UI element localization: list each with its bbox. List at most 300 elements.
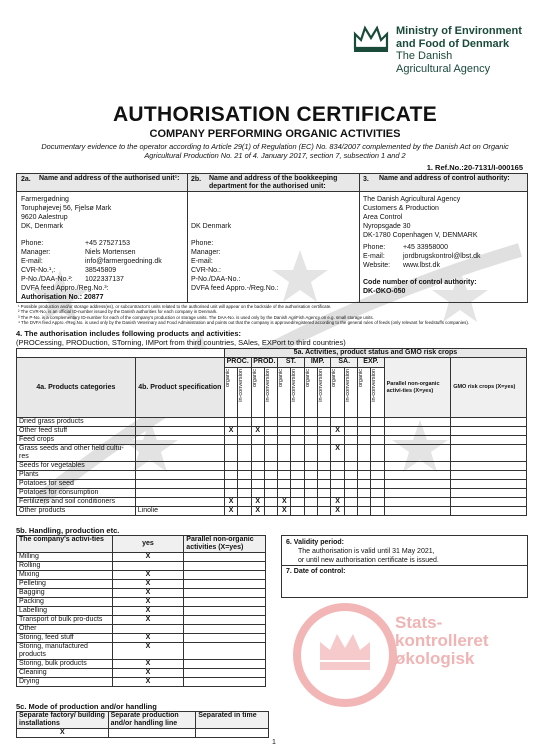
activity-mark [344,489,357,498]
activity-mark [238,471,251,480]
activity-mark: X [224,498,237,507]
field-label: E-mail: [191,258,213,265]
stamp-line-3: økologisk [395,649,475,668]
product-category: Grass seeds and other field cultu-res [17,445,136,462]
activity-mark [358,427,371,436]
product-spec [135,462,224,471]
handling-row [17,625,266,634]
field-label: Manager: [21,249,51,256]
activity-mark: X [251,427,264,436]
activity-mark [264,471,277,480]
activity-mark [264,507,277,516]
section5c-heading: 5c. Mode of production and/or handling [16,702,157,711]
group-sa: SA. [331,358,358,368]
activity-mark [238,462,251,471]
handling-row [17,616,266,625]
activity-yes: X [112,598,184,607]
activity-mark: X [331,498,344,507]
authorisation-number: Authorisation No.: 20877 [21,294,104,301]
organic-stamp-icon [290,600,400,710]
activity-mark [224,436,237,445]
activity-name: Pelleting [17,580,113,589]
activity-yes: X [112,607,184,616]
activity-mark [264,445,277,462]
activity-yes: X [112,616,184,625]
logo-line-2: and Food of Denmark [396,37,510,50]
col-parallel-activities: Parallel non-organic activities (X=yes) [184,536,266,553]
gmo-cell [451,436,527,445]
activity-mark [238,436,251,445]
col-gmo: GMO risk crops (X=yes) [451,358,527,418]
activity-mark: X [251,498,264,507]
activity-mark [318,489,331,498]
intro-line-2: Agricultural Production No. 21 of 4. January 2017, section 7, subsection 1 and 2 [144,151,406,160]
activity-parallel [184,598,266,607]
activity-mark [291,471,304,480]
col2a-line: 9620 Aalestrup [21,214,68,221]
col3-line: The Danish Agricultural Agency [363,196,461,203]
activity-mark [358,507,371,516]
activity-mark [278,427,291,436]
handling-row [17,571,266,580]
product-row [17,436,527,445]
col3-line: Nyropsgade 30 [363,223,411,230]
activity-mark [291,507,304,516]
subcol-label: organic [358,369,364,388]
col-company-activities: The company's activi-ties [17,536,113,553]
activity-mark [318,436,331,445]
subcol-label: in-conversion [264,369,271,402]
col2a-heading: Name and address of the authorised unit¹: [39,175,180,182]
product-category: Plants [17,471,136,480]
activity-mark [278,471,291,480]
parallel-cell [384,436,451,445]
activity-mark [278,445,291,462]
ref-number: 1. Ref.No.:20-7131/I-000165 [426,163,523,172]
handling-row [17,589,266,598]
subcol-label: in-conversion [238,369,245,402]
handling-row [17,598,266,607]
activity-name: Labelling [17,607,113,616]
subcol-label: in-conversion [344,369,351,402]
handling-row [17,669,266,678]
footnote: ⁴ The DVFA feed Appro.-/Reg.No. is used only by the Danish Veterinary and Food Administration and points out that the company is approved/registered according to the general rules of feeds (only relevant for feedstuffs companies). [18,320,470,326]
activity-mark [224,445,237,462]
col2b-address: DK Denmark [191,223,232,230]
page-number: 1 [272,739,276,746]
activity-name: Storing, bulk products [17,660,113,669]
col-yes: yes [112,536,184,553]
control-code: DK-ØKO-050 [363,288,406,295]
activity-mark [238,480,251,489]
col2a-address [21,195,111,231]
activity-mark [264,462,277,471]
col2a-num: 2a. [21,176,31,183]
activity-mark [344,462,357,471]
activity-mark [318,498,331,507]
parallel-cell [384,498,451,507]
activity-mark [344,427,357,436]
activity-mark: X [331,507,344,516]
activity-name: Storing, feed stuff [17,634,113,643]
group-imp: IMP. [304,358,331,368]
validity-box [281,535,528,598]
product-row [17,498,527,507]
activity-mark [251,471,264,480]
activity-mark [318,507,331,516]
activity-mark: X [331,445,344,462]
activity-mark [291,427,304,436]
activity-name: Other [17,625,113,634]
activity-parallel [184,616,266,625]
section5b-heading: 5b. Handling, production etc. [16,526,120,535]
activity-mark [238,427,251,436]
mode-table [16,711,269,738]
logo-line-4: Agricultural Agency [396,62,491,75]
field-label: DVFA feed Appro.-/Reg.No.: [191,285,279,292]
activity-mark [251,462,264,471]
activity-mark [371,498,384,507]
activity-mark [224,471,237,480]
handling-row [17,634,266,643]
product-category: Potatoes for seed [17,480,136,489]
product-spec [135,498,224,507]
activity-mark [224,489,237,498]
control-code-label: Code number of control authority: [363,279,477,286]
activity-mark [291,445,304,462]
activity-mark: X [278,498,291,507]
product-spec: Linolie [135,507,224,516]
activity-mark [344,445,357,462]
activity-mark [304,489,317,498]
field-label: E-mail: [363,253,385,260]
product-row [17,507,527,516]
handling-row [17,607,266,616]
activity-yes [112,625,184,634]
activity-mark [318,445,331,462]
activity-mark [371,480,384,489]
intro-line-1: Documentary evidence to the operator according to Article 29(1) of Regulation (EC) No. 834/2007 complemented by the Danish Act on Organic [41,142,509,151]
activity-parallel [184,580,266,589]
product-row [17,480,527,489]
activity-mark [371,427,384,436]
col3-heading: Name and address of control authority: [379,175,510,182]
gmo-cell [451,418,527,427]
col-parallel: Parallel non-organic activi-ties (X=yes) [384,358,451,418]
activity-name: Packing [17,598,113,607]
field-value: www.lbst.dk [403,262,440,269]
activity-mark [331,489,344,498]
activity-mark: X [224,427,237,436]
activity-mark [331,462,344,471]
group-exp: EXP. [358,358,385,368]
intro-text [0,142,550,160]
activity-mark [371,471,384,480]
handling-row [17,660,266,669]
activity-mark [224,418,237,427]
activity-name: Rolling [17,562,113,571]
field-label: P-No./DAA-No.: [191,276,241,283]
col-products-categories: 4a. Products categories [17,358,136,418]
product-row [17,462,527,471]
activity-mark [344,498,357,507]
activity-mark [224,462,237,471]
activity-mark: X [331,427,344,436]
field-label: DVFA feed Appro./Reg.No.³: [21,285,109,292]
logo-text [396,25,522,75]
products-table [16,348,527,516]
parallel-cell [384,427,451,436]
activity-mark [264,498,277,507]
field-label: Phone: [363,244,386,251]
product-category: Other feed stuff [17,427,136,436]
logo-line-3: The Danish [396,50,453,62]
page-title: AUTHORISATION CERTIFICATE [112,103,438,126]
field-value: 38545809 [85,267,117,274]
product-category: Fertilizers and soil conditioners [17,498,136,507]
activity-mark [371,445,384,462]
gmo-cell [451,480,527,489]
product-category: Feed crops [17,436,136,445]
activity-mark [278,436,291,445]
activity-parallel [184,607,266,616]
handling-table-body [17,553,266,687]
activity-mark [251,445,264,462]
activity-mark [358,436,371,445]
col2b-fields [191,239,279,293]
col3-line: DK-1780 Copenhagen V, DENMARK [363,232,478,239]
activity-mark [291,489,304,498]
activity-mark [318,418,331,427]
activity-yes: X [112,589,184,598]
parallel-cell [384,471,451,480]
activity-mark [278,462,291,471]
col3-line: Customers & Production [363,205,439,212]
product-spec [135,480,224,489]
activity-name: Milling [17,553,113,562]
activity-parallel [184,643,266,660]
activity-yes: X [112,571,184,580]
activity-mark [358,489,371,498]
field-label: CVR-No.¹,: [21,267,56,274]
section4-subheading: (PROCessing, PRODuction, STorning, IMPort from third countries, SAles, EXPort to third countries) [16,338,346,347]
validity-heading: 6. Validity period: [286,539,344,546]
activity-mark [344,471,357,480]
activity-mark [371,507,384,516]
mode-value: X [17,729,109,738]
activity-mark [291,418,304,427]
activity-name: Drying [17,678,113,687]
col-separate-factory: Separate factory/ building installations [17,712,109,729]
group-st: ST. [278,358,305,368]
activity-parallel [184,669,266,678]
field-label: E-mail: [21,258,43,265]
product-row [17,489,527,498]
subcol-label: organic [251,369,258,388]
field-value: 1022337137 [85,276,124,283]
col2b-num: 2b. [191,176,202,183]
col-product-specification: 4b. Product specification [135,358,224,418]
activity-parallel [184,589,266,598]
activity-yes: X [112,634,184,643]
activity-mark [251,418,264,427]
activity-name: Transport of bulk pro-ducts [17,616,113,625]
handling-row [17,678,266,687]
activity-mark [331,418,344,427]
parallel-cell [384,507,451,516]
activity-mark [291,436,304,445]
gmo-cell [451,498,527,507]
col3-fields [363,243,481,270]
activity-yes: X [112,643,184,660]
activity-mark [291,480,304,489]
activity-yes: X [112,553,184,562]
parallel-cell [384,418,451,427]
activity-mark [264,418,277,427]
field-value: +45 33958000 [403,244,448,251]
col2a-line: Toruphøjevej 56, Fjelsø Mark [21,205,112,212]
activity-mark [304,471,317,480]
activity-mark [371,462,384,471]
subcol-label: organic [224,369,231,388]
stamp-line-2: kontrolleret [395,631,489,650]
activity-mark [358,418,371,427]
activity-mark [304,498,317,507]
col2b-heading: Name and address of the bookkeeping department for the authorised unit: [209,175,338,190]
activity-parallel [184,571,266,580]
subcol-label: in-conversion [318,369,325,402]
activity-mark [331,471,344,480]
handling-row [17,553,266,562]
activity-mark [344,418,357,427]
field-value: info@farmergoedning.dk [85,258,162,265]
activity-mark [358,471,371,480]
product-category: Seeds for vegetables [17,462,136,471]
activity-yes: X [112,580,184,589]
activity-mark: X [251,507,264,516]
activity-parallel [184,660,266,669]
product-spec [135,427,224,436]
group-proc: PROC. [224,358,251,368]
handling-row [17,580,266,589]
activity-mark: X [278,507,291,516]
field-label: Website: [363,262,391,269]
activity-yes: X [112,678,184,687]
activity-mark [238,418,251,427]
field-label: Manager: [191,249,221,256]
activity-mark [238,507,251,516]
activity-mark [278,480,291,489]
field-value: Niels Mortensen [85,249,136,256]
activity-parallel [184,678,266,687]
activity-name: Mixing [17,571,113,580]
activity-mark [318,427,331,436]
activity-mark [291,462,304,471]
address-box [16,173,528,303]
activity-mark [344,436,357,445]
parallel-cell [384,480,451,489]
validity-text-2: or until new authorisation certificate is issued. [298,557,439,564]
product-spec [135,436,224,445]
product-spec [135,445,224,462]
subcol-label: in-conversion [291,369,298,402]
subcol-label: organic [331,369,338,388]
activity-mark [304,507,317,516]
activity-parallel [184,634,266,643]
activity-name: Cleaning [17,669,113,678]
field-label: Phone: [21,240,44,247]
footnote: ² The CVR-No. is an official ID-number issued by the Danish authorities for each company in Denmark. [18,309,218,315]
activity-mark [318,471,331,480]
activity-mark [251,436,264,445]
activity-parallel [184,553,266,562]
footnote: ³ The P-No. is a complementary ID-number for each of the company's production or storage units. The DAA-No. is used only by the Danish AgriFish Agency on e.g. small storage units. [18,314,374,320]
activity-mark [304,427,317,436]
field-value: +45 27527153 [85,240,130,247]
gmo-cell [451,462,527,471]
product-category: Other products [17,507,136,516]
activity-mark [358,445,371,462]
product-spec [135,489,224,498]
activity-mark [238,489,251,498]
activity-mark [331,480,344,489]
product-row [17,427,527,436]
activity-yes [112,562,184,571]
footnotes [18,304,528,326]
activity-mark [291,498,304,507]
activity-mark [264,436,277,445]
col3-address [363,195,478,240]
section4-heading: 4. The authorisation includes following products and activities: [16,329,242,338]
product-spec [135,471,224,480]
activity-mark: X [224,507,237,516]
activity-mark [264,427,277,436]
parallel-cell [384,489,451,498]
activity-mark [358,498,371,507]
stamp-line-1: Stats- [395,613,443,632]
field-label: Phone: [191,240,214,247]
activity-mark [358,462,371,471]
subcol-label: in-conversion [371,369,378,402]
col3-line: Area Control [363,214,403,221]
col2a-fields [21,239,186,293]
product-row [17,471,527,480]
handling-row [17,562,266,571]
activity-mark [371,436,384,445]
activity-mark [344,480,357,489]
product-category: Potatoes for consumption [17,489,136,498]
handling-row [17,643,266,660]
parallel-cell [384,462,451,471]
activity-mark [264,480,277,489]
activity-mark [264,489,277,498]
activity-mark [224,480,237,489]
validity-text-1: The authorisation is valid until 31 May 2021, [298,548,435,555]
field-label: CVR-No.: [191,267,221,274]
section5a-heading: 5a. Activities, product status and GMO risk crops [224,349,526,358]
activity-name: Bagging [17,589,113,598]
stamp-text [395,614,489,668]
col-separate-line: Separate production and/or handling line [108,712,196,729]
activity-mark [238,498,251,507]
activity-mark [278,418,291,427]
crown-logo-icon [351,22,391,54]
activity-mark [251,489,264,498]
gmo-cell [451,427,527,436]
activity-mark [318,480,331,489]
col-separated-time: Separated in time [196,712,269,729]
control-date-heading: 7. Date of control: [286,568,346,575]
